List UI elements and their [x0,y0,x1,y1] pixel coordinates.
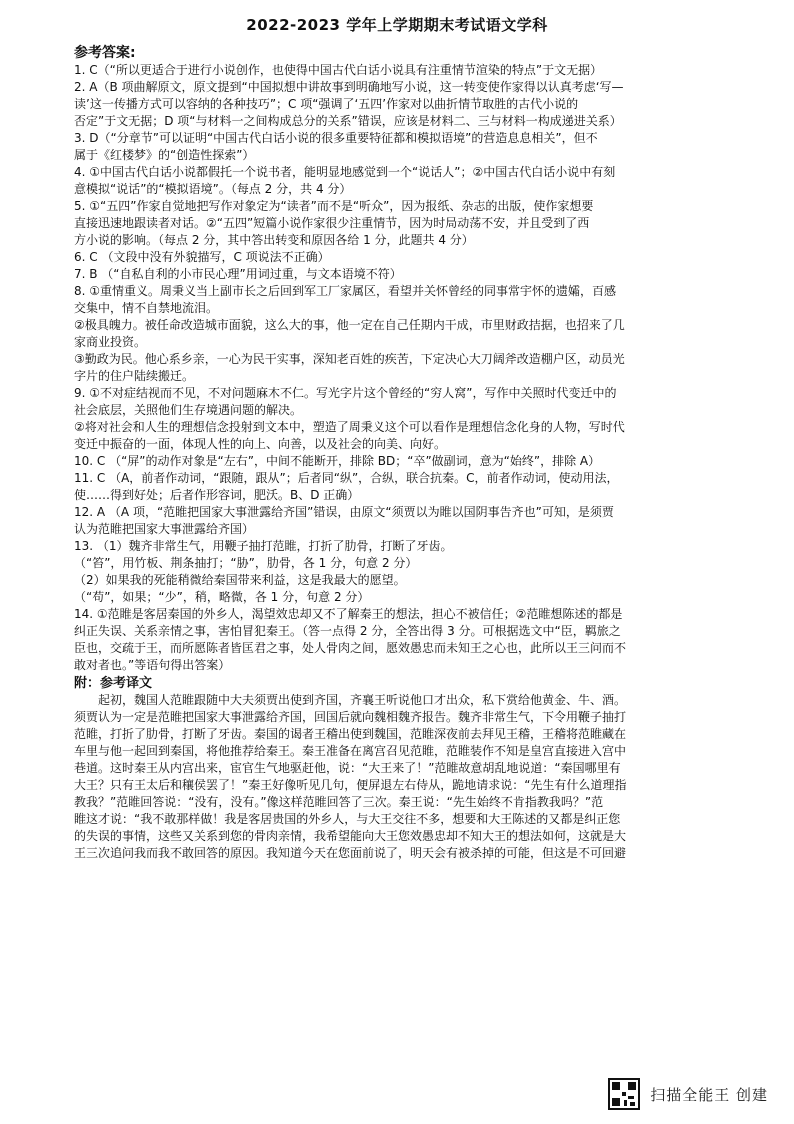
answer-line: 5. ①“五四”作家自觉地把写作对象定为“读者”而不是“听众”，因为报纸、杂志的出版，使作家想要 [74,199,594,213]
answer-line: 1. C（“所以更适合于进行小说创作，也使得中国古代白话小说具有注重情节渲染的特点”于文无据） [74,63,603,77]
answers-label: 参考答案: [74,45,136,61]
answer-line: 意模拟“说话”的“模拟语境”。（每点 2 分，共 4 分） [74,182,352,196]
translation-line: 须贾认为一定是范睢把国家大事泄露给齐国，回国后就向魏相魏齐报告。魏齐非常生气，下令用鞭子抽打 [74,710,627,724]
answer-line: 读’这一传播方式可以容纳的各种技巧”；C 项“强调了‘五四’作家对以曲折情节取胜的古代小说的 [74,97,579,111]
translation-line: 睢这才说：“我不敢那样做！我是客居贵国的外乡人，与大王交往不多，想要和大王陈述的又都是纠正您 [74,812,621,826]
translation-line: 巷道。这时秦王从内宫出来，宦官生气地驱赶他，说：“大王来了！”范睢故意胡乱地说道：“秦国哪里有 [74,761,621,775]
answer-line: （“笞”，用竹板、荆条抽打；“胁”，肋骨，各 1 分，句意 2 分） [74,556,418,570]
answer-line: ③勤政为民。他心系乡亲，一心为民干实事，深知老百姓的疾苦，下定决心大刀阔斧改造棚户区，动员光 [74,352,625,366]
translation-line: 起初，魏国人范睢跟随中大夫须贾出使到齐国，齐襄王听说他口才出众，私下赏给他黄金、牛、酒。 [98,693,627,707]
answer-line: 8. ①重情重义。周秉义当上副市长之后回到军工厂家属区，看望并关怀曾经的同事常宇怀的遗孀，百感 [74,284,617,298]
page-title: 2022-2023 学年上学期期末考试语文学科 [246,16,548,34]
answer-line: 13. （1）魏齐非常生气，用鞭子抽打范睢，打折了肋骨，打断了牙齿。 [74,539,453,553]
answer-line: 使……得到好处；后者作形容词，肥沃。B、D 正确） [74,488,360,502]
answer-line: 7. B （“自私自利的小市民心理”用词过重，与文本语境不符） [74,267,402,281]
answer-line: 敢对者也。”等语句得出答案） [74,658,231,672]
translation-line: 教我？”范睢回答说：“没有，没有。”像这样范睢回答了三次。秦王说：“先生始终不肯指教我吗？”范 [74,795,604,809]
answer-line: 社会底层，关照他们生存境遇问题的解决。 [74,403,303,417]
answer-line: （“苟”，如果；“少”，稍，略微，各 1 分，句意 2 分） [74,590,370,604]
translation-line: 范睢，打折了肋骨，打断了牙齿。秦国的谒者王稽出使到魏国，范睢深夜前去拜见王稽，王稽将范睢藏在 [74,727,627,741]
answer-line: ②将对社会和人生的理想信念投射到文本中，塑造了周秉义这个可以看作是理想信念化身的人物，写时代 [74,420,625,434]
answer-line: 9. ①不对症结视而不见，不对问题麻木不仁。写光字片这个曾经的“穷人窝”，写作中关照时代变迁中的 [74,386,617,400]
appendix-heading: 附：参考译文 [74,676,153,691]
answer-line: 11. C （A，前者作动词，“跟随，跟从”；后者同“纵”，合纵，联合抗秦。C，前者作动词，使动用法， [74,471,619,485]
answer-line: （2）如果我的死能稍微给秦国带来利益，这是我最大的愿望。 [74,573,406,587]
answer-line: 方小说的影响。（每点 2 分，其中答出转变和原因各给 1 分，此题共 4 分） [74,233,474,247]
answer-line: 2. A（B 项曲解原文，原文提到“中国拟想中讲故事到明确地写小说，这一转变使作家得以认真考虑‘写— [74,80,624,94]
answer-line: 14. ①范睢是客居秦国的外乡人，渴望效忠却又不了解秦王的想法，担心不被信任；②范睢想陈述的都是 [74,607,623,621]
answer-line: 10. C （“屏”的动作对象是“左右”，中间不能断开，排除 BD；“卒”做副词，意为“始终”，排除 A） [74,454,601,468]
answer-line: 直接迅速地跟读者对话。②“五四”短篇小说作家很少注重情节，因为时局动荡不安，并且受到了西 [74,216,590,230]
answer-line: 4. ①中国古代白话小说都假托一个说书者，能明显地感觉到一个“说话人”；②中国古代白话小说中有刻 [74,165,616,179]
answer-line: 6. C （文段中没有外貌描写，C 项说法不正确） [74,250,330,264]
answer-line: 3. D（“分章节”可以证明“中国古代白话小说的很多重要特征都和模拟语境”的营造息息相关”，但不 [74,131,598,145]
answer-line: 交集中，情不自禁地流泪。 [74,301,219,315]
translation-line: 的失误的事情，这些又关系到您的骨肉亲情，我希望能向大王您效愚忠却不知大王的想法如何，这就是大 [74,829,627,843]
translation-line: 王三次追问我而我不敢回答的原因。我知道今天在您面前说了，明天会有被杀掉的可能，但这是不可回避 [74,846,627,860]
answer-line: 属于《红楼梦》的“创造性探索”） [74,148,255,162]
scanner-label: 扫描全能王 创建 [650,1085,768,1104]
answer-line: 纠正失误、关系亲情之事，害怕冒犯秦王。（答一点得 2 分，全答出得 3 分。可根据选文中“臣，羁旅之 [74,624,621,638]
answer-line: 字片的住户陆续搬迁。 [74,369,195,383]
answer-content [74,62,774,862]
answer-line: 认为范睢把国家大事泄露给齐国） [74,522,255,536]
scanner-watermark [608,1078,768,1110]
answer-line: 变迁中振奋的一面，体现人性的向上、向善，以及社会的向美、向好。 [74,437,447,451]
answer-line: 家商业投资。 [74,335,147,349]
answer-line: ②极具魄力。被任命改造城市面貌，这么大的事，他一定在自己任期内干成，市里财政拮据，也招来了几 [74,318,625,332]
answer-line: 臣也，交疏于王，而所愿陈者皆匡君之事，处人骨肉之间，愿效愚忠而未知王之心也，此所以王三问而不 [74,641,627,655]
answer-line: 12. A （A 项，“范睢把国家大事泄露给齐国”错误，由原文“须贾以为睢以国阴事告齐也”可知，是须贾 [74,505,614,519]
translation-line: 车里与他一起回到秦国，将他推荐给秦王。秦王准备在离宫召见范睢，范睢装作不知是皇宫直接进入宫中 [74,744,627,758]
answer-line: 否定”于文无据；D 项“与材料一之间构成总分的关系”错误，应该是材料二、三与材料一构成递进关系） [74,114,622,128]
qr-code-icon [608,1078,640,1110]
translation-line: 大王？只有王太后和穰侯罢了！”秦王好像听见几句，便屏退左右侍从，跪地请求说：“先生有什么道理指 [74,778,627,792]
